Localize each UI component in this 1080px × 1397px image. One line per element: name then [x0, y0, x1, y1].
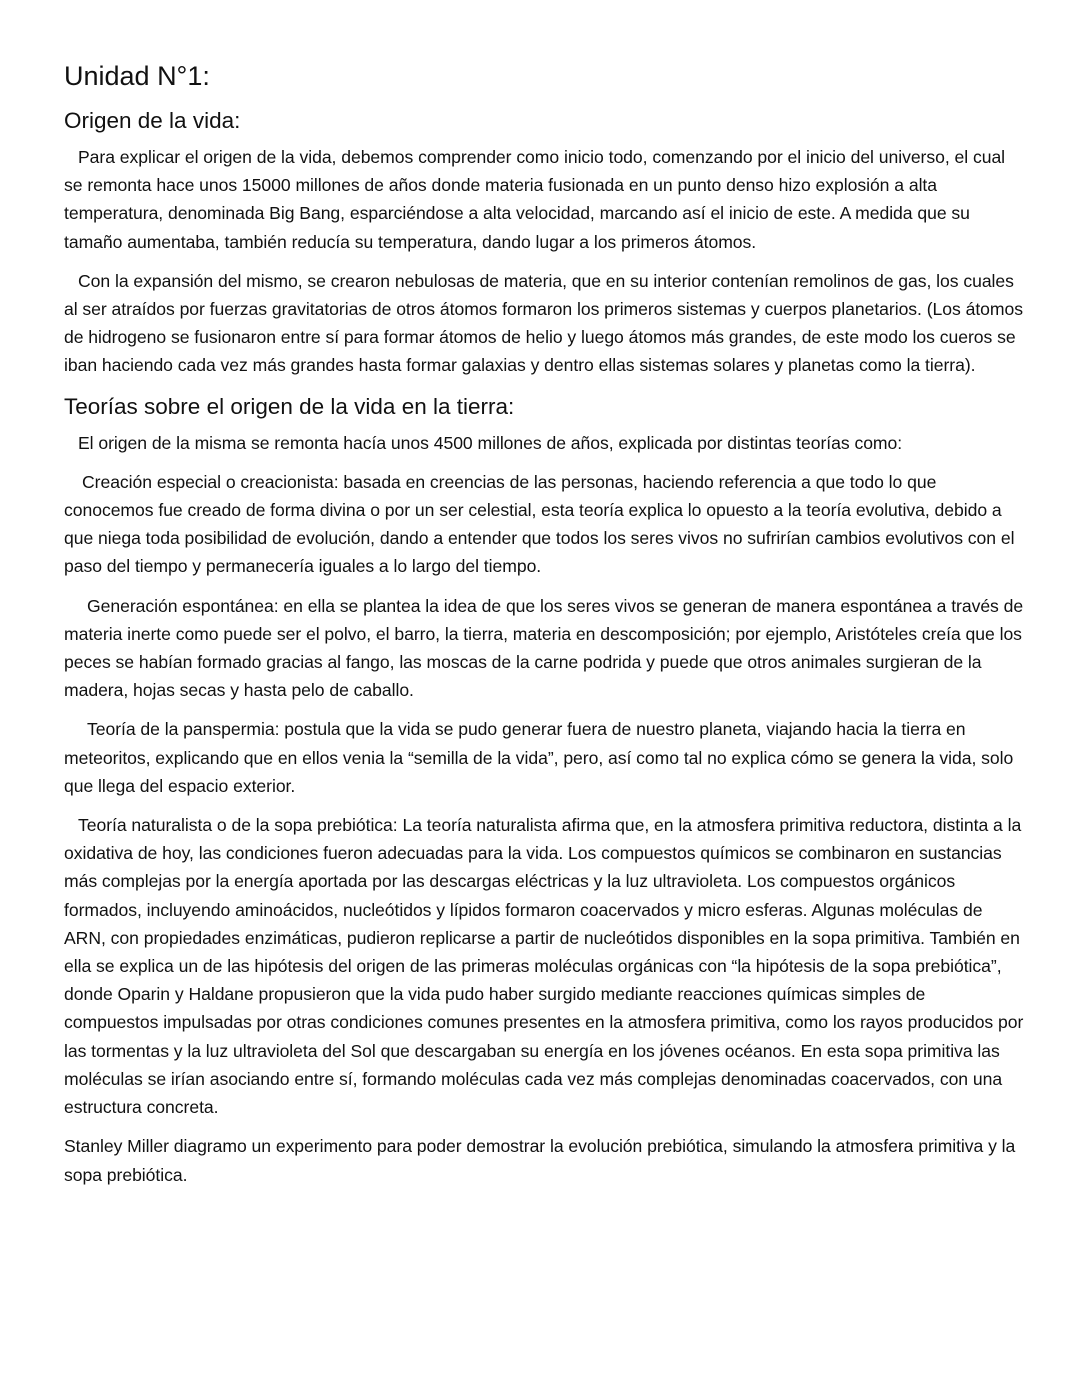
paragraph-miller-experiment: Stanley Miller diagramo un experimento para poder demostrar la evolución prebiótica, simulando la atmosfera primitiva y la sopa prebiótica.: [64, 1136, 1016, 1185]
paragraph-expansion: Con la expansión del mismo, se crearon nebulosas de materia, que en su interior contenían remolinos de gas, los cuales al ser atraídos por fuerzas gravitatorias de otros átomos formaron los primeros sistemas y cuerpos planetarios. (Los átomos de hidrogeno se fusionaron entre sí para formar átomos de helio y luego átomos más grandes, de este modo los cueros se iban haciendo cada vez más grandes hasta formar galaxias y dentro ellas sistemas solares y planetas como la tierra).: [64, 270, 1023, 376]
paragraph-spontaneous-generation: Generación espontánea: en ella se plantea la idea de que los seres vivos se generan de manera espontánea a través de materia inerte como puede ser el polvo, el barro, la tierra, materia en descomposición; por ejemplo, Aristóteles creía que los peces se habían formado gracias al fango, las moscas de la carne podrida y puede que otros animales surgieran de la madera, hojas secas y hasta pelo de caballo.: [64, 595, 1024, 701]
section-title-theories: Teorías sobre el origen de la vida en la tierra:: [64, 393, 515, 419]
unit-title: Unidad N°1:: [64, 61, 210, 91]
paragraph-big-bang: Para explicar el origen de la vida, debemos comprender como inicio todo, comenzando por el inicio del universo, el cual se remonta hace unos 15000 millones de años donde materia fusionada en un punto denso hizo explosión a alta temperatura, denominada Big Bang, esparciéndose a alta velocidad, marcando así el inicio de este. A medida que su tamaño aumentaba, también reducía su temperatura, dando lugar a los primeros átomos.: [64, 147, 1006, 252]
paragraph-theories-intro: El origen de la misma se remonta hacía unos 4500 millones de años, explicada por distintas teorías como:: [78, 432, 903, 453]
document-page: [64, 58, 1024, 1200]
paragraph-panspermia: Teoría de la panspermia: postula que la vida se pudo generar fuera de nuestro planeta, viajando hacia la tierra en meteoritos, explicando que en ellos venia la “semilla de la vida”, pero, así como tal no explica cómo se genera la vida, solo que llega del espacio exterior.: [64, 719, 1014, 796]
paragraph-prebiotic-soup: Teoría naturalista o de la sopa prebiótica: La teoría naturalista afirma que, en la atmosfera primitiva reductora, distinta a la oxidativa de hoy, las condiciones fueron adecuadas para la vida. Los compuestos químicos se combinaron en sustancias más complejas por la energía aportada por las descargas eléctricas y la luz ultravioleta. Los compuestos orgánicos formados, incluyendo aminoácidos, nucleótidos y lípidos formaron coacervados y micro esferas. Algunas moléculas de ARN, con propiedades enzimáticas, pudieron replicarse a partir de nucleótidos disponibles en la sopa primitiva. También en ella se explica un de las hipótesis del origen de las primeras moléculas orgánicas con “la hipótesis de la sopa prebiótica”, donde Oparin y Haldane propusieron que la vida pudo haber surgido mediante reacciones químicas simples de compuestos impulsadas por otras condiciones comunes presentes en la atmosfera primitiva, como los rayos producidos por las tormentas y la luz ultravioleta del Sol que descargaban su energía en los jóvenes océanos. En esta sopa primitiva las moléculas se irían asociando entre sí, formando moléculas cada vez más complejas denominadas coacervados, con una estructura concreta.: [64, 815, 1024, 1118]
paragraph-creationism: Creación especial o creacionista: basada en creencias de las personas, haciendo referencia a que todo lo que conocemos fue creado de forma divina o por un ser celestial, esta teoría explica lo opuesto a la teoría evolutiva, debido a que niega toda posibilidad de evolución, dando a entender que todos los seres vivos no sufrirían cambios evolutivos con el paso del tiempo y permanecería iguales a lo largo del tiempo.: [64, 471, 1015, 577]
section-title-origin-of-life: Origen de la vida:: [64, 108, 241, 133]
